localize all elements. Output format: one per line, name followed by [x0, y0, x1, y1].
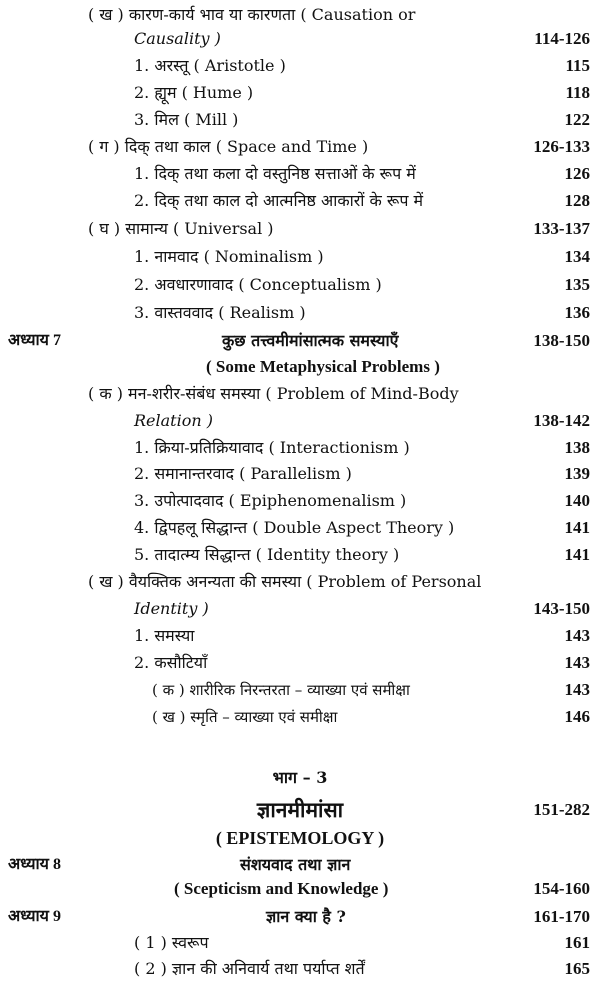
- toc-page-number: 128: [564, 191, 590, 210]
- toc-page-number: 114-126: [534, 29, 590, 48]
- toc-entry-text: ( घ ) सामान्य ( Universal ): [88, 219, 274, 238]
- toc-row: [0, 704, 600, 730]
- toc-row: [0, 515, 600, 541]
- toc-entry-text: 2. दिक् तथा काल दो आत्मनिष्ठ आकारों के रूप में: [134, 191, 424, 210]
- toc-page-number: 143: [564, 653, 590, 672]
- toc-row: [0, 542, 600, 568]
- toc-row: [0, 623, 600, 649]
- toc-entry-text: ( ख ) कारण-कार्य भाव या कारणता ( Causation or: [88, 5, 416, 24]
- toc-row: [0, 2, 600, 28]
- toc-row: [0, 435, 600, 461]
- toc-entry-text: 2. समानान्तरवाद ( Parallelism ): [134, 464, 352, 483]
- toc-row: [0, 569, 600, 595]
- toc-row: [0, 381, 600, 407]
- toc-row: [0, 80, 600, 106]
- toc-page-number: 138-150: [533, 331, 590, 350]
- chapter-label: अध्याय 9: [8, 908, 61, 925]
- toc-page-number: 135: [564, 275, 590, 294]
- toc-row: [0, 53, 600, 79]
- toc-page-number: 118: [565, 83, 590, 102]
- toc-row: [0, 930, 600, 956]
- toc-row: [0, 677, 600, 703]
- toc-entry-text: 1. नामवाद ( Nominalism ): [134, 247, 324, 266]
- toc-entry-text: ( 1 ) स्वरूप: [134, 933, 209, 952]
- toc-entry-text: Causality ): [134, 29, 221, 48]
- toc-chapter-row: [0, 852, 600, 878]
- toc-page-number: 154-160: [533, 879, 590, 898]
- toc-entry-text: Relation ): [134, 411, 213, 430]
- toc-row: [0, 300, 600, 326]
- toc-entry-text: 3. उपोत्पादवाद ( Epiphenomenalism ): [134, 491, 407, 510]
- chapter-title: ज्ञान क्या है ?: [266, 907, 346, 926]
- toc-page-number: 143: [564, 680, 590, 699]
- toc-entry-text: 1. अरस्तू ( Aristotle ): [134, 56, 286, 75]
- chapter-label: अध्याय 8: [8, 856, 61, 873]
- part-heading-row: [0, 765, 600, 791]
- toc-page-number: 134: [564, 247, 590, 266]
- toc-page-number: 165: [564, 959, 590, 978]
- part-title-english: ( EPISTEMOLOGY ): [215, 828, 385, 848]
- toc-entry-text: 5. तादात्म्य सिद्धान्त ( Identity theory ): [134, 545, 400, 564]
- toc-page-number: 161-170: [533, 907, 590, 926]
- toc-page-number: 126-133: [533, 137, 590, 156]
- toc-entry-text: ( 2 ) ज्ञान की अनिवार्य तथा पर्याप्त शर्तें: [134, 959, 365, 978]
- toc-row: [0, 408, 600, 434]
- toc-entry-text: 3. वास्तववाद ( Realism ): [134, 303, 306, 322]
- part-title: ज्ञानमीमांसा: [256, 797, 344, 822]
- toc-row: [0, 354, 600, 380]
- toc-row: [0, 188, 600, 214]
- toc-page-number: 138: [564, 438, 590, 457]
- toc-page-number: 141: [564, 545, 590, 564]
- toc-page-number: 136: [564, 303, 590, 322]
- toc-page-number: 143: [564, 626, 590, 645]
- toc-page-number: 122: [564, 110, 590, 129]
- toc-page-number: 161: [564, 933, 590, 952]
- toc-row: [0, 650, 600, 676]
- toc-row: [0, 107, 600, 133]
- chapter-label: अध्याय 7: [8, 332, 61, 349]
- toc-entry-text: 2. कसौटियाँ: [134, 653, 208, 672]
- toc-row: [0, 216, 600, 242]
- toc-row: [0, 876, 600, 902]
- toc-entry-text: ( क ) शारीरिक निरन्तरता – व्याख्या एवं समीक्षा: [152, 681, 410, 699]
- toc-chapter-row: [0, 328, 600, 354]
- part-title-english-row: [0, 825, 600, 851]
- toc-entry-text: ( ख ) वैयक्तिक अनन्यता की समस्या ( Problem of Personal: [88, 572, 482, 591]
- toc-chapter-row: [0, 904, 600, 930]
- toc-entry-text: Identity ): [134, 599, 209, 618]
- chapter-title-english: ( Some Metaphysical Problems ): [206, 357, 440, 376]
- toc-entry-text: 4. द्विपहलू सिद्धान्त ( Double Aspect Theory ): [134, 518, 455, 537]
- toc-page-number: 143-150: [533, 599, 590, 618]
- chapter-title: कुछ तत्त्वमीमांसात्मक समस्याएँ: [222, 331, 399, 350]
- toc-row: [0, 956, 600, 982]
- toc-page-number: 115: [565, 56, 590, 75]
- toc-row: [0, 26, 600, 52]
- toc-page-number: 139: [564, 464, 590, 483]
- part-label: भाग – 3: [272, 768, 328, 787]
- toc-entry-text: 2. अवधारणावाद ( Conceptualism ): [134, 275, 382, 294]
- toc-row: [0, 488, 600, 514]
- toc-page-number: 140: [564, 491, 590, 510]
- toc-page-number: 138-142: [533, 411, 590, 430]
- part-title-row: [0, 795, 600, 825]
- toc-row: [0, 134, 600, 160]
- toc-row: [0, 596, 600, 622]
- chapter-title-english: ( Scepticism and Knowledge ): [174, 879, 389, 898]
- toc-page-number: 126: [564, 164, 590, 183]
- toc-entry-text: 3. मिल ( Mill ): [134, 110, 239, 129]
- toc-row: [0, 272, 600, 298]
- toc-row: [0, 161, 600, 187]
- toc-page-number: 151-282: [533, 800, 590, 819]
- toc-row: [0, 244, 600, 270]
- toc-entry-text: ( ख ) स्मृति – व्याख्या एवं समीक्षा: [152, 708, 338, 726]
- toc-entry-text: 1. समस्या: [134, 626, 195, 645]
- toc-page-number: 141: [564, 518, 590, 537]
- toc-page-number: 133-137: [533, 219, 590, 238]
- toc-entry-text: ( क ) मन-शरीर-संबंध समस्या ( Problem of Mind-Body: [88, 384, 459, 403]
- toc-page-number: 146: [564, 707, 590, 726]
- toc-entry-text: 1. क्रिया-प्रतिक्रियावाद ( Interactionism ): [134, 438, 410, 457]
- toc-entry-text: 1. दिक् तथा कला दो वस्तुनिष्ठ सत्ताओं के रूप में: [134, 164, 416, 183]
- toc-row: [0, 461, 600, 487]
- chapter-title: संशयवाद तथा ज्ञान: [240, 855, 351, 874]
- toc-entry-text: 2. ह्यूम ( Hume ): [134, 83, 254, 102]
- toc-entry-text: ( ग ) दिक् तथा काल ( Space and Time ): [88, 137, 369, 156]
